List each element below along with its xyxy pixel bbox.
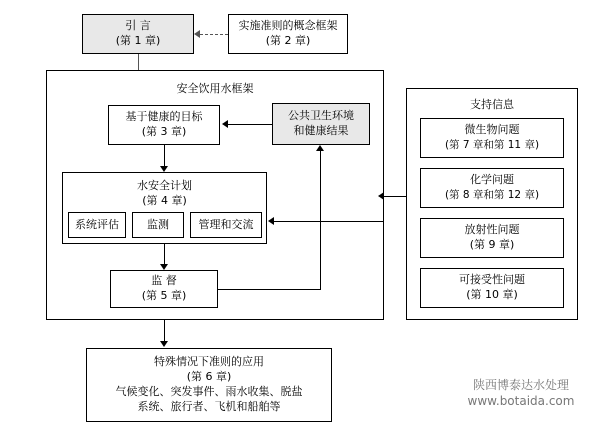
support-to-wsp-arrowhead (268, 217, 274, 225)
supervision-feedback-hline (218, 289, 321, 290)
support-to-wsp-hline (274, 221, 384, 222)
wsp-line2: (第 4 章) (142, 193, 187, 207)
supervision-feedback-vline (320, 151, 321, 289)
intro-to-main-line (138, 54, 139, 70)
target-to-wsp-line (164, 145, 165, 168)
support-panel-title: 支持信息 (470, 98, 514, 111)
support-item-2-line2: (第 9 章) (469, 238, 515, 251)
health-based-targets-box (108, 105, 220, 145)
support-item-3-line2: (第 10 章) (466, 288, 518, 301)
bottom-line2: (第 6 章) (186, 370, 232, 384)
intro-framework-arrowhead (194, 30, 200, 38)
supervision-box (110, 270, 218, 308)
intro-line2: (第 1 章) (115, 34, 161, 47)
watermark (446, 378, 596, 409)
main-to-bottom-arrowhead (160, 341, 168, 347)
wsp-item-system-assessment (68, 212, 126, 238)
publichealth-to-target-line (228, 124, 272, 125)
supervision-line2: (第 5 章) (141, 289, 187, 302)
watermark-line2: www.botaida.com (467, 393, 575, 408)
support-item-chemical (420, 168, 564, 208)
main-panel-title: 安全饮用水框架 (176, 82, 254, 95)
bottom-line3: 气候变化、突发事件、雨水收集、脱盐 (115, 385, 303, 398)
wsp-item-1-label: 监测 (147, 217, 169, 231)
bottom-line4: 系统、旅行者、飞机和船舶等 (137, 399, 281, 413)
watermark-line1: 陕西博泰达水处理 (472, 378, 569, 392)
bottom-line1: 特殊情况下准则的应用 (154, 355, 264, 369)
special-circumstances-box (86, 348, 332, 422)
intro-line1: 引 言 (125, 19, 151, 33)
support-item-0-line1: 微生物问题 (464, 123, 520, 137)
support-item-3-line1: 可接受性问题 (459, 273, 525, 287)
public-health-line2: 和健康结果 (293, 124, 349, 137)
support-item-1-line1: 化学问题 (470, 173, 514, 187)
wsp-line1: 水安全计划 (137, 179, 192, 192)
support-item-1-line2: (第 8 章和第 12 章) (444, 189, 540, 202)
framework-line1: 实施准则的概念框架 (238, 19, 338, 33)
wsp-item-management-communication (190, 212, 262, 238)
main-to-bottom-line (164, 320, 165, 343)
wsp-item-0-label: 系统评估 (75, 217, 119, 231)
wsp-item-2-label: 管理和交流 (198, 217, 254, 231)
intro-framework-dashed-link (200, 34, 228, 35)
intro-box (82, 14, 194, 54)
framework-line2: (第 2 章) (265, 34, 311, 47)
publichealth-to-target-arrowhead (222, 120, 228, 128)
support-item-radiological (420, 218, 564, 258)
wsp-item-monitoring (132, 212, 184, 238)
health-target-line1: 基于健康的目标 (125, 110, 203, 124)
conceptual-framework-box (228, 14, 348, 54)
support-item-microbial (420, 118, 564, 158)
main-to-support-line (384, 196, 406, 197)
support-item-acceptability (420, 268, 564, 308)
public-health-line1: 公共卫生环境 (288, 109, 354, 123)
support-item-0-line2: (第 7 章和第 11 章) (444, 139, 540, 152)
wsp-to-supervision-line (164, 244, 165, 266)
support-item-2-line1: 放射性问题 (464, 223, 520, 237)
supervision-line1: 监 督 (151, 274, 177, 288)
public-health-context-box (272, 103, 370, 145)
health-target-line2: (第 3 章) (141, 125, 187, 138)
main-to-support-arrowhead (378, 192, 384, 200)
supervision-feedback-arrowhead (316, 145, 324, 151)
